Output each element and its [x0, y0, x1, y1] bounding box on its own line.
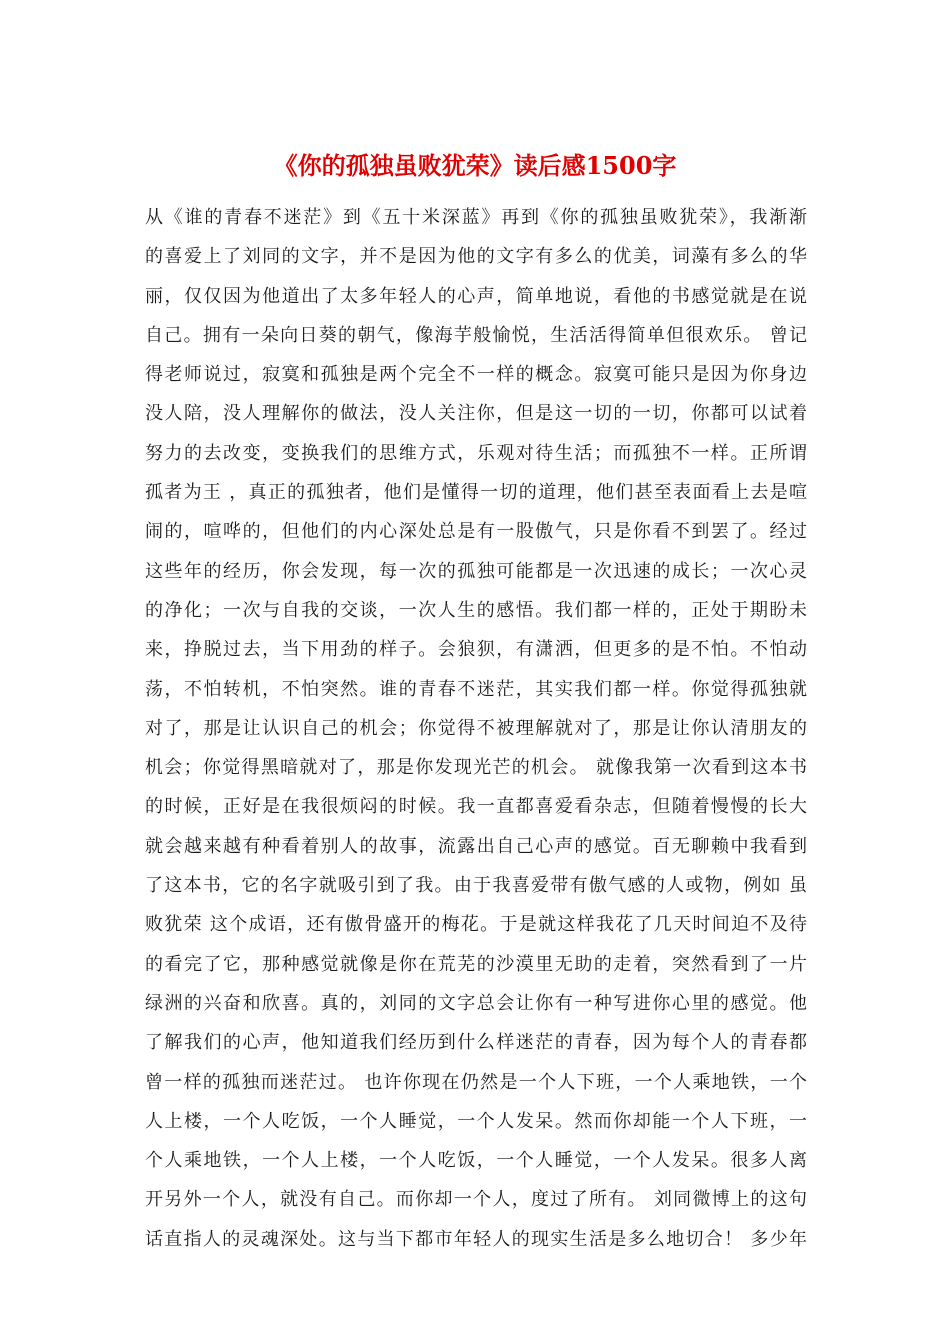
body-line: 人上楼，一个人吃饭，一个人睡觉，一个人发呆。然而你却能一个人下班，一	[145, 1110, 807, 1132]
body-line: 败犹荣 这个成语，还有傲骨盛开的梅花。于是就这样我花了几天时间迫不及待	[145, 914, 807, 936]
body-line: 就会越来越有种看着别人的故事，流露出自己心声的感觉。百无聊赖中我看到	[145, 835, 807, 857]
body-line: 得老师说过，寂寞和孤独是两个完全不一样的概念。寂寞可能只是因为你身边	[145, 364, 807, 386]
body-line: 的喜爱上了刘同的文字，并不是因为他的文字有多么的优美，词藻有多么的华	[145, 246, 807, 268]
body-line: 这些年的经历，你会发现，每一次的孤独可能都是一次迅速的成长；一次心灵	[145, 560, 807, 582]
body-line: 了这本书，它的名字就吸引到了我。由于我喜爱带有傲气感的人或物，例如 虽	[145, 875, 807, 897]
body-line: 机会；你觉得黑暗就对了，那是你发现光芒的机会。 就像我第一次看到这本书	[145, 757, 807, 779]
body-line: 努力的去改变，变换我们的思维方式，乐观对待生活；而孤独不一样。正所谓	[145, 442, 807, 464]
body-line: 自己。拥有一朵向日葵的朝气，像海芋般愉悦，生活活得简单但很欢乐。 曾记	[145, 324, 807, 346]
body-line: 来，挣脱过去，当下用劲的样子。会狼狈，有潇洒，但更多的是不怕。不怕动	[145, 639, 807, 661]
document-body	[145, 198, 807, 1259]
body-line: 开另外一个人，就没有自己。而你却一个人，度过了所有。 刘同微博上的这句	[145, 1189, 807, 1211]
body-line: 的净化；一次与自我的交谈，一次人生的感悟。我们都一样的，正处于期盼未	[145, 599, 807, 621]
body-line: 了解我们的心声，他知道我们经历到什么样迷茫的青春，因为每个人的青春都	[145, 1032, 807, 1054]
body-line: 话直指人的灵魂深处。这与当下都市年轻人的现实生活是多么地切合！ 多少年	[145, 1228, 807, 1250]
document-title: 《你的孤独虽败犹荣》读后感1500字	[273, 151, 677, 180]
body-line: 没人陪，没人理解你的做法，没人关注你，但是这一切的一切，你都可以试着	[145, 403, 807, 425]
body-line: 对了，那是让认识自己的机会；你觉得不被理解就对了，那是让你认清朋友的	[145, 717, 807, 739]
body-line: 从《谁的青春不迷茫》到《五十米深蓝》再到《你的孤独虽败犹荣》，我渐渐	[145, 207, 807, 228]
body-line: 丽，仅仅因为他道出了太多年轻人的心声，简单地说，看他的书感觉就是在说	[145, 285, 807, 307]
body-line: 的时候，正好是在我很烦闷的时候。我一直都喜爱看杂志，但随着慢慢的长大	[145, 796, 807, 818]
body-line: 荡，不怕转机，不怕突然。谁的青春不迷茫，其实我们都一样。你觉得孤独就	[145, 678, 807, 700]
body-line: 孤者为王 ，真正的孤独者，他们是懂得一切的道理，他们甚至表面看上去是喧	[145, 482, 807, 504]
body-line: 绿洲的兴奋和欣喜。真的，刘同的文字总会让你有一种写进你心里的感觉。他	[145, 992, 807, 1014]
body-line: 曾一样的孤独而迷茫过。 也许你现在仍然是一个人下班，一个人乘地铁，一个	[145, 1071, 807, 1093]
body-line: 的看完了它，那种感觉就像是你在荒芜的沙漠里无助的走着，突然看到了一片	[145, 953, 807, 975]
body-line: 个人乘地铁，一个人上楼，一个人吃饭，一个人睡觉，一个人发呆。很多人离	[145, 1150, 807, 1172]
body-line: 闹的，喧哗的，但他们的内心深处总是有一股傲气，只是你看不到罢了。经过	[145, 521, 807, 543]
